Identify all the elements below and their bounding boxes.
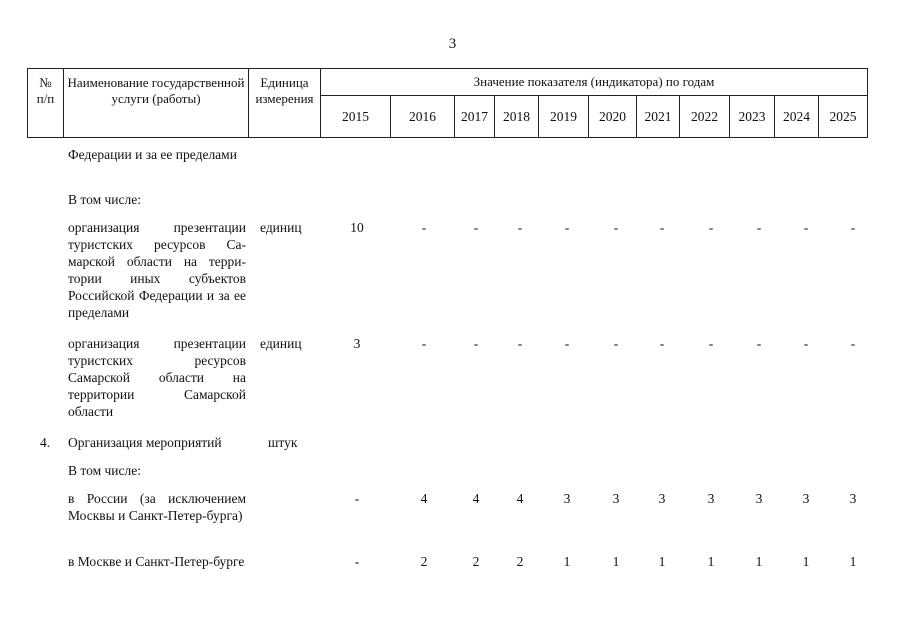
header-year: 2021: [637, 96, 680, 138]
header-year: 2015: [321, 96, 391, 138]
header-year: 2025: [819, 96, 868, 138]
row-value: -: [659, 336, 665, 351]
header-year: 2024: [775, 96, 819, 138]
row-value: 4: [472, 491, 480, 506]
row-value: 1: [707, 554, 715, 569]
header-unit: Единица измерения: [249, 69, 321, 138]
row-name: В том числе:: [68, 463, 141, 478]
row-name: в Москве и Санкт-Петер-бурге: [68, 554, 245, 569]
row-value: -: [354, 491, 360, 506]
row-value: -: [564, 220, 570, 235]
row-value: -: [803, 336, 809, 351]
row-value: -: [850, 336, 856, 351]
row-value: -: [473, 220, 479, 235]
row-value: 3: [563, 491, 571, 506]
row-value: 4: [516, 491, 524, 506]
row-unit: единиц: [260, 336, 302, 351]
row-value: -: [613, 220, 619, 235]
row-value: 3: [755, 491, 763, 506]
row-value: -: [756, 220, 762, 235]
row-value: -: [354, 554, 360, 569]
row-value: -: [708, 220, 714, 235]
row-name: организация презентации туристских ресурсов Са-марской области на терри-тории иных субъектов Российской Федерации и за ее пределами: [68, 220, 246, 320]
row-value: -: [517, 220, 523, 235]
row-value: 3: [353, 336, 361, 351]
row-value: -: [756, 336, 762, 351]
row-unit: единиц: [260, 220, 302, 235]
row-name: Федерации и за ее пределами: [68, 147, 237, 162]
row-value: 1: [802, 554, 810, 569]
row-value: 3: [802, 491, 810, 506]
row-value: 2: [516, 554, 524, 569]
row-value: 10: [350, 220, 364, 235]
row-value: 1: [612, 554, 620, 569]
header-year: 2019: [539, 96, 589, 138]
header-values-by-year: Значение показателя (индикатора) по годам: [321, 69, 868, 96]
header-year: 2023: [730, 96, 775, 138]
row-value: -: [850, 220, 856, 235]
row-value: -: [659, 220, 665, 235]
row-value: 3: [658, 491, 666, 506]
row-value: -: [613, 336, 619, 351]
row-name: В том числе:: [68, 192, 141, 207]
row-value: 1: [849, 554, 857, 569]
row-value: 3: [707, 491, 715, 506]
row-unit: штук: [268, 435, 298, 450]
header-year: 2022: [680, 96, 730, 138]
row-number: 4.: [39, 435, 51, 450]
row-name: Организация мероприятий: [68, 435, 222, 450]
header-year: 2017: [455, 96, 495, 138]
row-value: 1: [563, 554, 571, 569]
page-number: 3: [448, 36, 457, 52]
header-year: 2020: [589, 96, 637, 138]
row-name: организация презентации туристских ресурсов Самарской области на территории Самарской области: [68, 336, 246, 419]
row-value: -: [473, 336, 479, 351]
row-value: 1: [658, 554, 666, 569]
row-value: -: [421, 220, 427, 235]
row-value: 3: [612, 491, 620, 506]
header-year: 2016: [391, 96, 455, 138]
row-value: 4: [420, 491, 428, 506]
row-value: 2: [420, 554, 428, 569]
row-value: -: [517, 336, 523, 351]
row-value: -: [421, 336, 427, 351]
row-value: -: [803, 220, 809, 235]
row-name: в России (за исключением Москвы и Санкт-Петер-бурга): [68, 491, 246, 523]
header-year: 2018: [495, 96, 539, 138]
header-number-col: № п/п: [28, 69, 64, 138]
row-value: 1: [755, 554, 763, 569]
row-value: -: [564, 336, 570, 351]
row-value: 2: [472, 554, 480, 569]
row-value: -: [708, 336, 714, 351]
header-service-name: Наименование государственной услуги (работы): [64, 69, 249, 138]
row-value: 3: [849, 491, 857, 506]
